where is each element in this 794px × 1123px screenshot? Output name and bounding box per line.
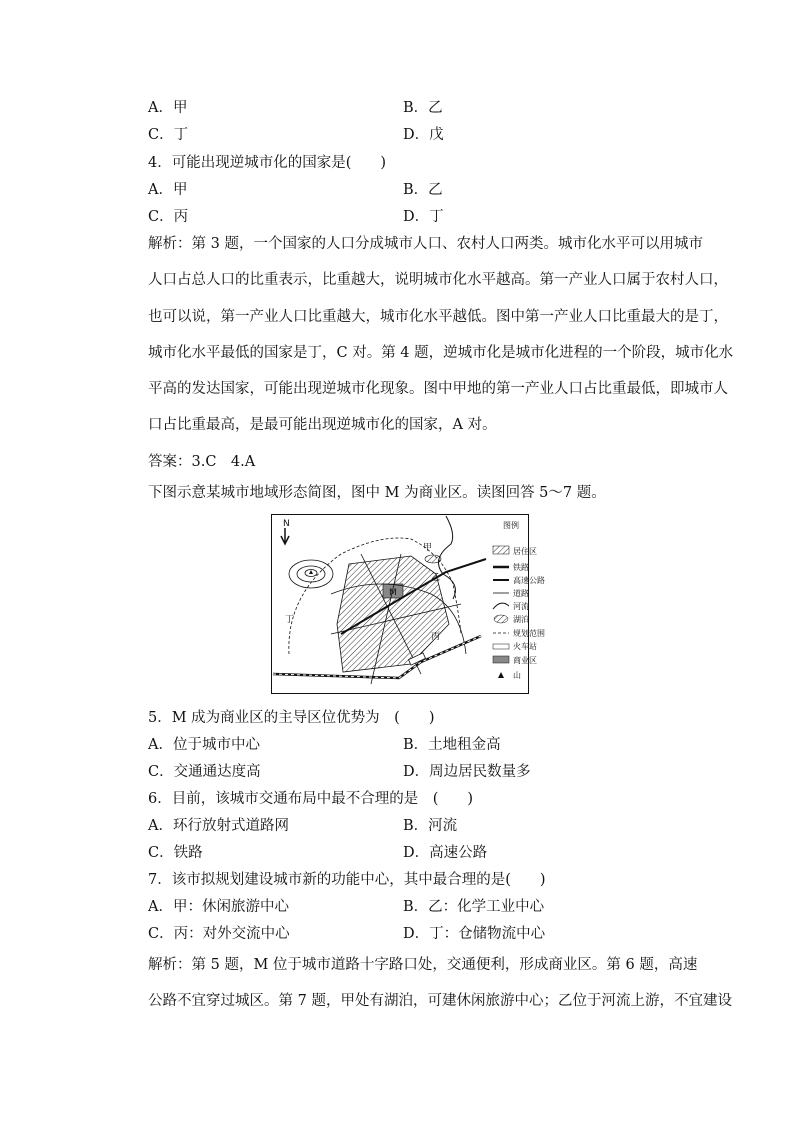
legend-station: 火车站 bbox=[513, 642, 537, 651]
label-jia: 甲 bbox=[423, 543, 433, 553]
legend-river: 河流 bbox=[513, 602, 529, 611]
q4-option-d: D．丁 bbox=[403, 209, 444, 225]
q5-option-a: A．位于城市中心 bbox=[148, 737, 260, 753]
map-intro: 下图示意某城市地域形态简图，图中 M 为商业区。读图回答 5～7 题。 bbox=[148, 485, 606, 501]
analysis-3-4 bbox=[148, 232, 734, 450]
q5-option-c: C．交通通达度高 bbox=[148, 764, 261, 780]
legend-road: 道路 bbox=[513, 589, 529, 598]
label-m: M bbox=[389, 588, 397, 598]
q7-option-b: B．乙：化学工业中心 bbox=[403, 899, 545, 915]
legend-commercial-swatch bbox=[493, 656, 509, 663]
north-label: N bbox=[283, 519, 290, 529]
label-yi: 乙 bbox=[431, 573, 441, 583]
q6-option-c: C．铁路 bbox=[148, 845, 203, 861]
city-map-figure bbox=[271, 514, 545, 694]
q4-stem: 4．可能出现逆城市化的国家是( ) bbox=[148, 155, 387, 171]
q5-option-d: D．周边居民数量多 bbox=[403, 764, 531, 780]
legend-railway: 铁路 bbox=[513, 563, 529, 572]
analysis-line: 公路不宜穿过城区。第 7 题，甲处有湖泊，可建休闲旅游中心；乙位于河流上游，不宜建设 bbox=[148, 993, 732, 1010]
q3-option-c: C．丁 bbox=[148, 127, 189, 143]
legend-mountain: 山 bbox=[513, 671, 521, 680]
label-ding: 丁 bbox=[285, 615, 295, 625]
q7-option-d: D．丁：仓储物流中心 bbox=[403, 926, 546, 942]
analysis-line: 平高的发达国家，可能出现逆城市化现象。图中甲地的第一产业人口占比重最低，即城市人 bbox=[148, 381, 728, 398]
legend-residential-swatch bbox=[493, 546, 509, 554]
q3-option-a: A．甲 bbox=[148, 100, 188, 116]
q6-option-d: D．高速公路 bbox=[403, 845, 488, 861]
legend-lake-swatch bbox=[494, 615, 508, 623]
legend-title: 图例 bbox=[503, 521, 519, 530]
q4-option-a: A．甲 bbox=[148, 182, 188, 198]
analysis-line: 解析：第 3 题，一个国家的人口分成城市人口、农村人口两类。城市化水平可以用城市 bbox=[148, 236, 703, 252]
legend-boundary: 规划范围 bbox=[513, 629, 545, 638]
legend-lake: 湖泊 bbox=[513, 615, 529, 624]
q6-option-a: A．环行放射式道路网 bbox=[148, 818, 289, 834]
q5-stem: 5．M 成为商业区的主导区位优势为 ( ) bbox=[148, 710, 435, 726]
q7-stem: 7．该市拟规划建设城市新的功能中心，其中最合理的是( ) bbox=[148, 872, 546, 888]
analysis-line: 人口占总人口的比重表示，比重越大，说明城市化水平越高。第一产业人口属于农村人口， bbox=[148, 272, 728, 289]
legend-station-swatch bbox=[493, 644, 509, 649]
answer-3-4: 答案：3.C 4.A bbox=[148, 454, 256, 470]
q4-option-c: C．丙 bbox=[148, 209, 189, 225]
lake bbox=[425, 555, 441, 563]
q6-option-b: B．河流 bbox=[403, 818, 458, 834]
q6-stem: 6．目前，该城市交通布局中最不合理的是 ( ) bbox=[148, 791, 474, 807]
q5-option-b: B．土地租金高 bbox=[403, 737, 501, 753]
analysis-line: 口占比重最高，是最可能出现逆城市化的国家，A 对。 bbox=[148, 417, 497, 434]
q3-option-b: B．乙 bbox=[403, 100, 443, 116]
analysis-line: 城市化水平最低的国家是丁，C 对。第 4 题，逆城市化是城市化进程的一个阶段，城市化水 bbox=[148, 344, 734, 361]
q3-option-d: D．戊 bbox=[403, 127, 444, 143]
label-bing: 丙 bbox=[431, 632, 441, 642]
q4-option-b: B．乙 bbox=[403, 182, 443, 198]
analysis-5-7 bbox=[148, 953, 732, 1026]
q7-option-a: A．甲：休闲旅游中心 bbox=[148, 899, 289, 915]
analysis-line: 也可以说，第一产业人口比重越大，城市化水平越低。图中第一产业人口比重最大的是丁， bbox=[148, 308, 728, 325]
legend-residential: 居住区 bbox=[513, 547, 537, 556]
legend-commercial: 商业区 bbox=[513, 656, 537, 665]
analysis-line: 解析：第 5 题，M 位于城市道路十字路口处，交通便利，形成商业区。第 6 题，高速 bbox=[148, 957, 698, 973]
q7-option-c: C．丙：对外交流中心 bbox=[148, 926, 290, 942]
legend-highway: 高速公路 bbox=[513, 576, 545, 585]
